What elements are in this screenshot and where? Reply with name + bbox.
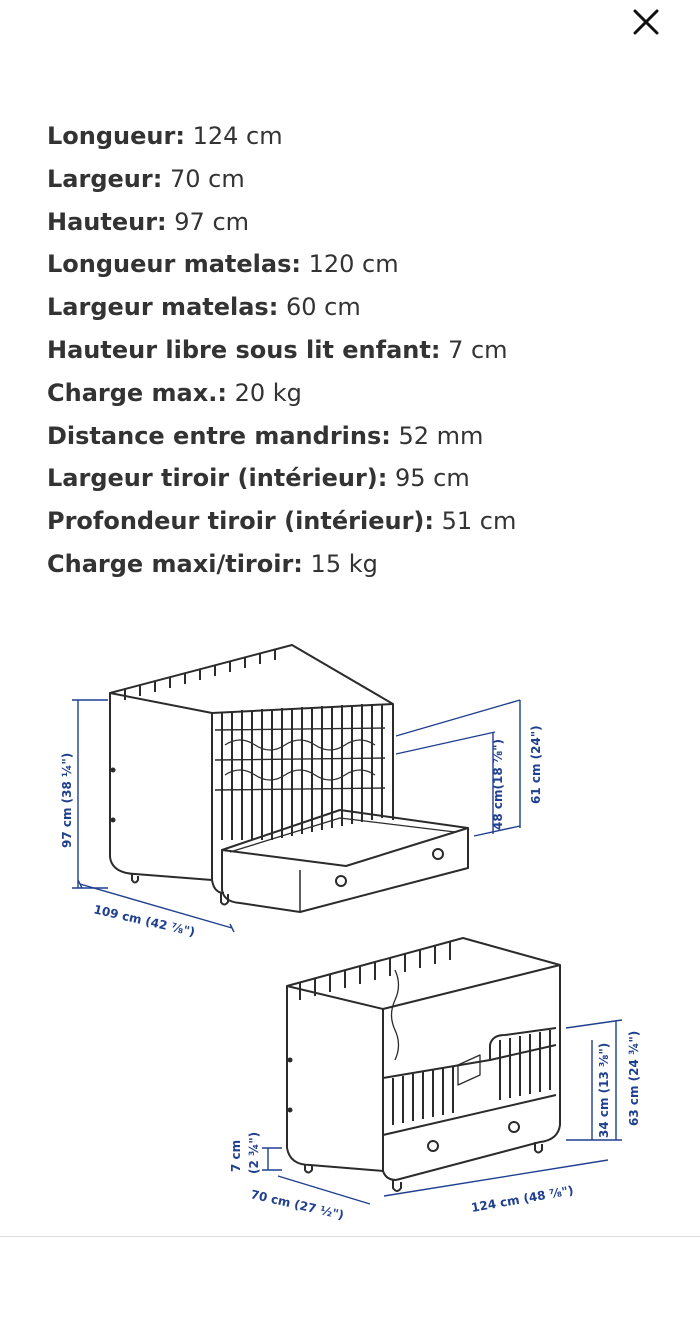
spec-value: 7 cm xyxy=(448,335,508,364)
spec-value: 52 mm xyxy=(398,421,484,450)
spec-label: Charge max.: xyxy=(47,378,227,407)
crib-bottom-drawing xyxy=(287,938,560,1191)
spec-value: 124 cm xyxy=(192,122,283,150)
spec-value: 51 cm xyxy=(441,507,517,536)
spec-label: Largeur tiroir (intérieur): xyxy=(47,464,388,493)
spec-value: 70 cm xyxy=(169,164,245,193)
dim-top-depth: 109 cm (42 ⅞") xyxy=(92,902,197,940)
spec-value: 15 kg xyxy=(310,549,378,578)
dim-top-drawer-high: 61 cm (24") xyxy=(529,725,543,804)
spec-item xyxy=(47,415,677,458)
spec-label: Longueur matelas: xyxy=(47,250,301,279)
spec-value: 95 cm xyxy=(395,464,470,493)
dim-bottom-width: 70 cm (27 ½") xyxy=(249,1187,346,1223)
dim-bottom-mattress-high: 63 cm (24 ¾") xyxy=(627,1030,641,1126)
footer-divider xyxy=(0,1236,700,1237)
spec-value: 20 kg xyxy=(234,378,302,407)
dim-bottom-mattress-low: 34 cm (13 ⅜") xyxy=(597,1042,611,1138)
spec-item xyxy=(47,543,677,586)
spec-label: Hauteur: xyxy=(47,207,167,236)
dim-bottom-clearance-in: (2 ¾") xyxy=(247,1131,261,1174)
dim-top-drawer-low: 48 cm(18 ⅞") xyxy=(491,738,505,830)
spec-item xyxy=(47,115,677,158)
spec-label: Charge maxi/tiroir: xyxy=(47,549,303,578)
spec-label: Longueur: xyxy=(47,122,185,150)
spec-item xyxy=(47,158,677,201)
spec-item xyxy=(47,500,677,543)
crib-top-drawing xyxy=(110,645,468,912)
spec-item xyxy=(47,457,677,500)
dim-bottom-length: 124 cm (48 ⅞") xyxy=(470,1183,575,1215)
close-button[interactable] xyxy=(626,2,666,42)
spec-label: Hauteur libre sous lit enfant: xyxy=(47,335,441,364)
spec-label: Distance entre mandrins: xyxy=(47,421,391,450)
dim-top-height: 97 cm (38 ¼") xyxy=(60,752,74,848)
spec-value: 60 cm xyxy=(285,293,361,322)
spec-item xyxy=(47,329,677,372)
spec-value: 97 cm xyxy=(174,207,250,236)
close-icon xyxy=(633,9,659,35)
spec-label: Largeur matelas: xyxy=(47,293,279,322)
spec-label: Largeur: xyxy=(47,164,163,193)
spec-label: Profondeur tiroir (intérieur): xyxy=(47,507,434,536)
spec-list xyxy=(47,115,677,586)
spec-item xyxy=(47,243,677,286)
dim-bottom-clearance-cm: 7 cm xyxy=(229,1139,243,1172)
dimension-diagram xyxy=(40,630,670,1230)
spec-item xyxy=(47,201,677,244)
spec-item xyxy=(47,372,677,415)
spec-value: 120 cm xyxy=(308,250,399,279)
spec-item xyxy=(47,286,677,329)
